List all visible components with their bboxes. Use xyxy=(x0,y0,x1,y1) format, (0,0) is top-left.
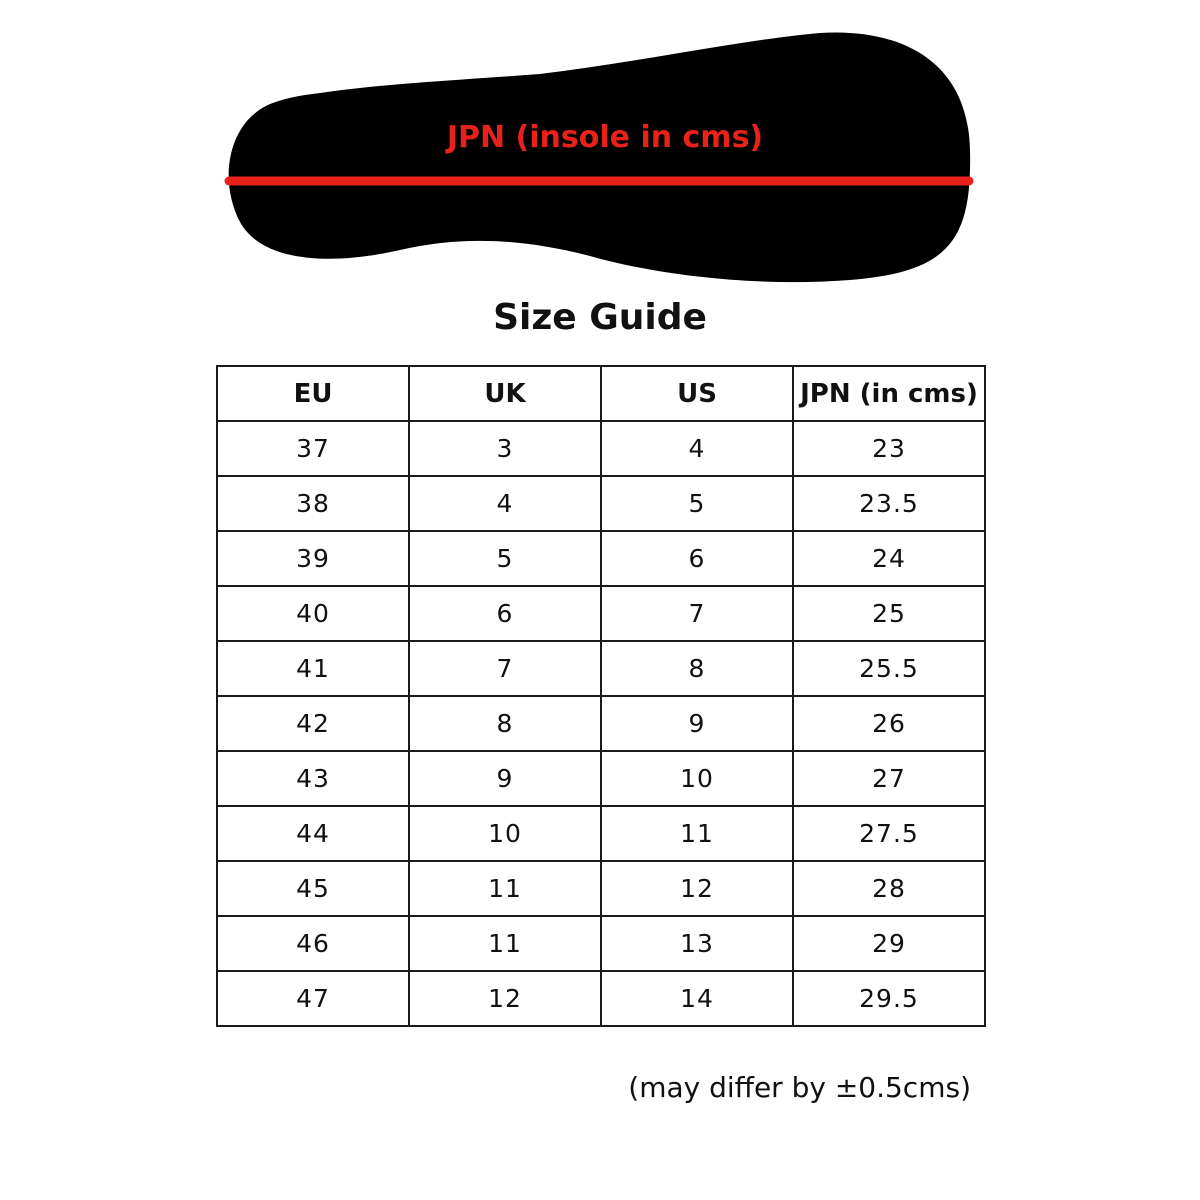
cell-jpn: 29.5 xyxy=(793,971,985,1026)
size-note: (may differ by ±0.5cms) xyxy=(628,1071,971,1104)
insole-label: JPN (insole in cms) xyxy=(446,120,764,155)
cell-us: 10 xyxy=(601,751,793,806)
cell-uk: 6 xyxy=(409,586,601,641)
cell-us: 5 xyxy=(601,476,793,531)
cell-jpn: 27 xyxy=(793,751,985,806)
table-row xyxy=(217,971,985,1026)
cell-jpn: 28 xyxy=(793,861,985,916)
table-row xyxy=(217,806,985,861)
cell-jpn: 25.5 xyxy=(793,641,985,696)
cell-us: 8 xyxy=(601,641,793,696)
header-us: US xyxy=(601,366,793,421)
cell-us: 4 xyxy=(601,421,793,476)
table-row xyxy=(217,861,985,916)
cell-eu: 46 xyxy=(217,916,409,971)
cell-eu: 44 xyxy=(217,806,409,861)
cell-eu: 42 xyxy=(217,696,409,751)
cell-us: 6 xyxy=(601,531,793,586)
cell-jpn: 27.5 xyxy=(793,806,985,861)
cell-jpn: 23 xyxy=(793,421,985,476)
table-row xyxy=(217,696,985,751)
cell-jpn: 25 xyxy=(793,586,985,641)
cell-uk: 4 xyxy=(409,476,601,531)
cell-uk: 10 xyxy=(409,806,601,861)
table-row xyxy=(217,586,985,641)
cell-us: 13 xyxy=(601,916,793,971)
header-eu: EU xyxy=(217,366,409,421)
insole-shape xyxy=(229,32,970,282)
cell-jpn: 29 xyxy=(793,916,985,971)
cell-uk: 9 xyxy=(409,751,601,806)
cell-eu: 45 xyxy=(217,861,409,916)
cell-us: 9 xyxy=(601,696,793,751)
header-jpn: JPN (in cms) xyxy=(793,366,985,421)
cell-jpn: 24 xyxy=(793,531,985,586)
cell-eu: 47 xyxy=(217,971,409,1026)
cell-eu: 37 xyxy=(217,421,409,476)
size-table xyxy=(216,365,986,1027)
table-row xyxy=(217,751,985,806)
table-row xyxy=(217,531,985,586)
table-row xyxy=(217,641,985,696)
cell-eu: 41 xyxy=(217,641,409,696)
cell-uk: 11 xyxy=(409,861,601,916)
cell-us: 14 xyxy=(601,971,793,1026)
cell-uk: 5 xyxy=(409,531,601,586)
cell-uk: 3 xyxy=(409,421,601,476)
cell-eu: 39 xyxy=(217,531,409,586)
table-row xyxy=(217,421,985,476)
cell-us: 11 xyxy=(601,806,793,861)
cell-uk: 11 xyxy=(409,916,601,971)
cell-eu: 38 xyxy=(217,476,409,531)
cell-eu: 43 xyxy=(217,751,409,806)
table-row xyxy=(217,476,985,531)
header-uk: UK xyxy=(409,366,601,421)
page-title: Size Guide xyxy=(493,297,707,338)
cell-uk: 7 xyxy=(409,641,601,696)
cell-jpn: 26 xyxy=(793,696,985,751)
cell-us: 7 xyxy=(601,586,793,641)
cell-us: 12 xyxy=(601,861,793,916)
table-header-row xyxy=(217,366,985,421)
cell-jpn: 23.5 xyxy=(793,476,985,531)
cell-eu: 40 xyxy=(217,586,409,641)
table-row xyxy=(217,916,985,971)
insole-illustration xyxy=(0,0,1200,300)
cell-uk: 8 xyxy=(409,696,601,751)
cell-uk: 12 xyxy=(409,971,601,1026)
